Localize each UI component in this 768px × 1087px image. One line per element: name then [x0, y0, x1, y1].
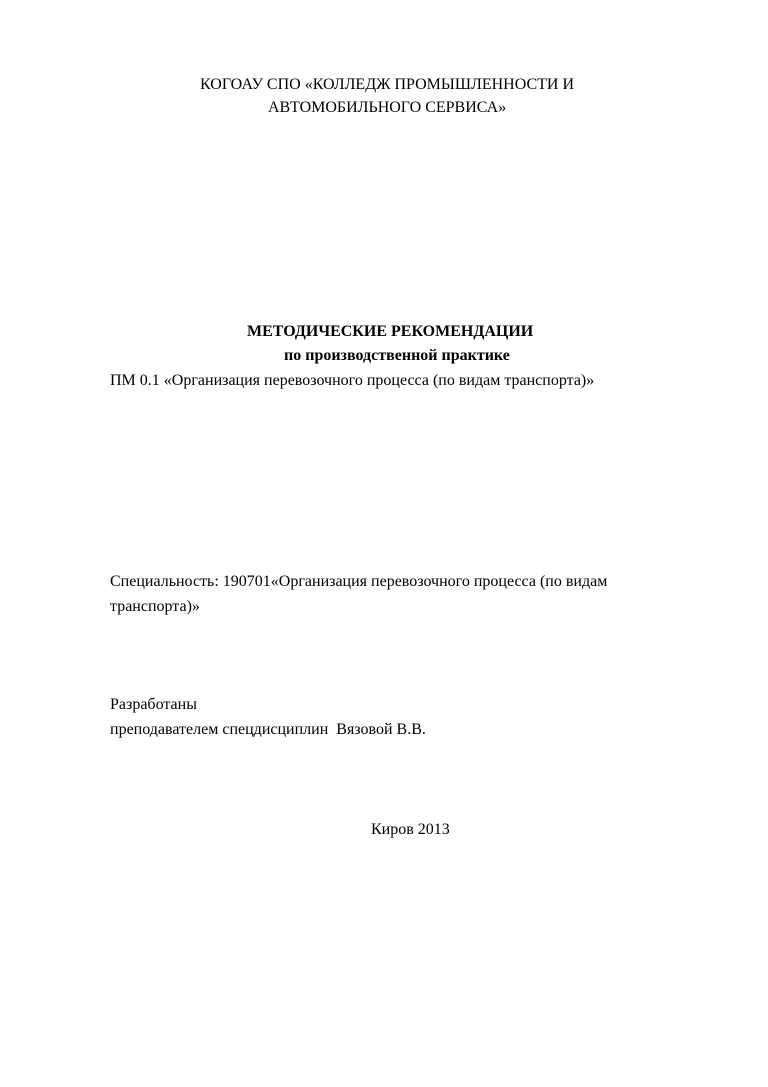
module-name: ПМ 0.1 «Организация перевозочного процесса (по видам транспорта)» [110, 372, 595, 389]
developer-label: Разработаны [110, 696, 197, 713]
organization-name-line2: АВТОМОБИЛЬНОГО СЕРВИСА» [268, 99, 507, 116]
city-year: Киров 2013 [371, 821, 450, 838]
specialty-line2: транспорта)» [110, 598, 200, 615]
document-title: МЕТОДИЧЕСКИЕ РЕКОМЕНДАЦИИ [247, 323, 534, 340]
developer-name: преподавателем спецдисциплин Вязовой В.В. [110, 721, 426, 738]
specialty-line1: Специальность: 190701«Организация перевозочного процесса (по видам [110, 573, 608, 590]
organization-name-line1: КОГОАУ СПО «КОЛЛЕДЖ ПРОМЫШЛЕННОСТИ И [200, 76, 575, 93]
document-subtitle: по производственной практике [284, 347, 510, 364]
